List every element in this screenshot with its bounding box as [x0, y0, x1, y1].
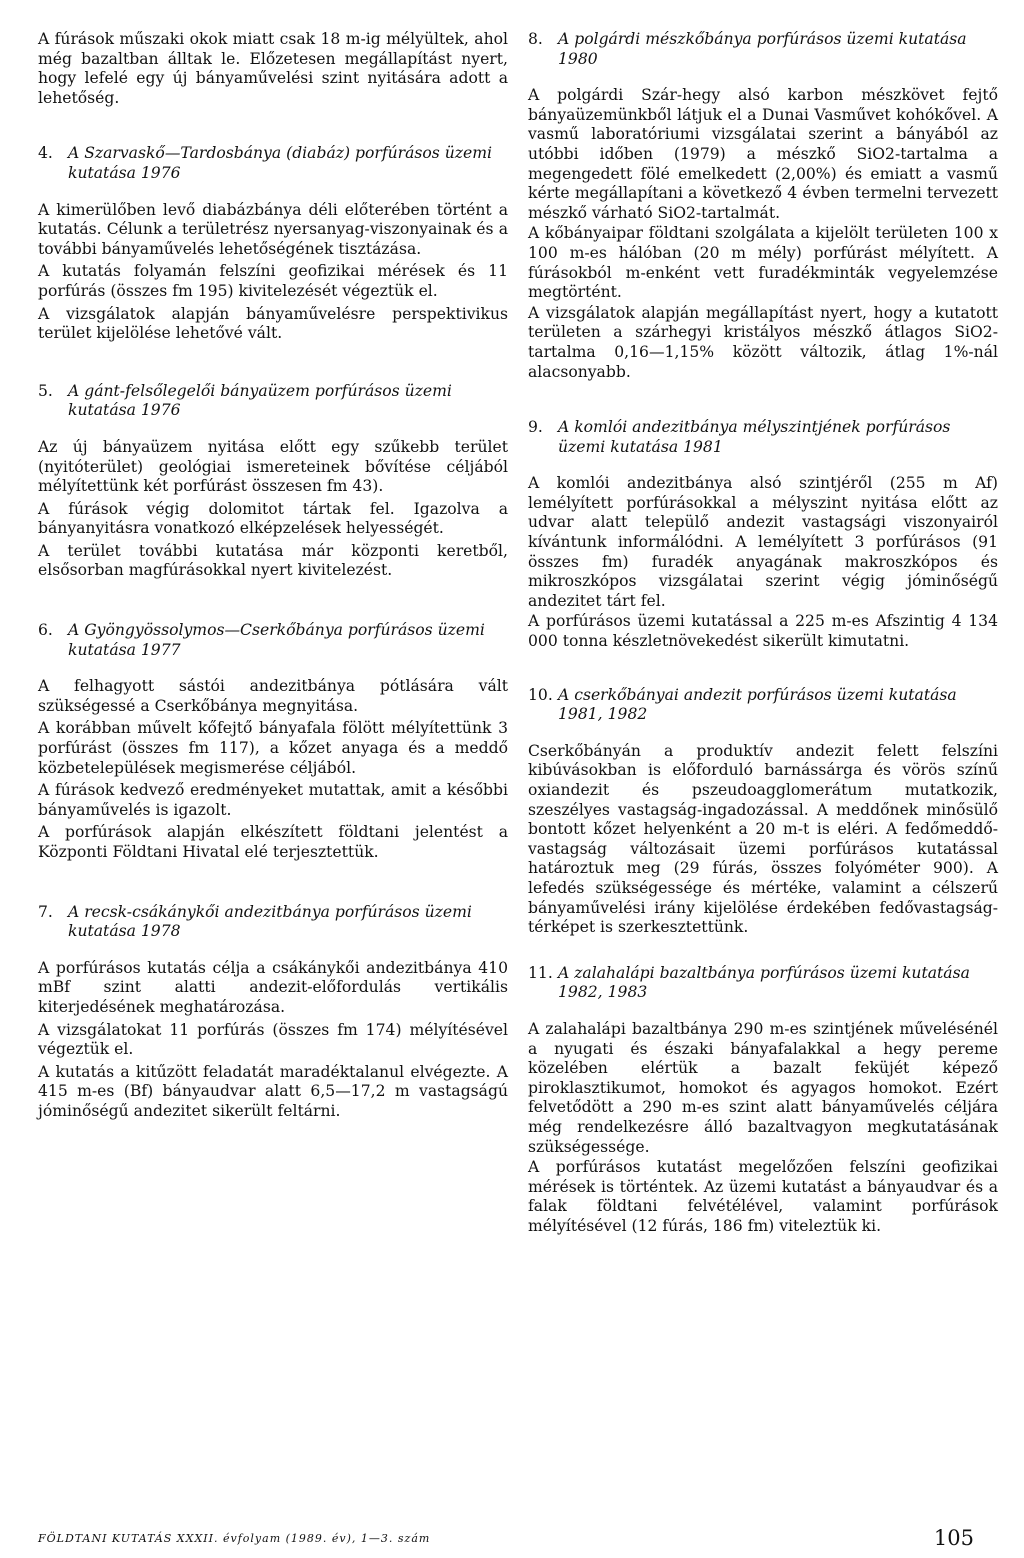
intro-block	[38, 30, 508, 108]
section-number: 9.	[528, 418, 543, 437]
journal-reference: FÖLDTANI KUTATÁS XXXII. évfolyam (1989. év), 1—3. szám	[38, 1532, 431, 1545]
paragraph: A felhagyott sástói andezitbánya pótlására vált szükségessé a Cserkőbánya megnyitása.	[38, 677, 508, 715]
paragraph: A kutatás a kitűzött feladatát maradéktalanul elvégezte. A 415 m-es (Bf) bányaudvar alatt 6,5—17,2 m vastagságú jóminőségű andezitet sikerült feltárni.	[38, 1062, 508, 1120]
paragraph: A vizsgálatok alapján bányaművelésre perspektivikus terület kijelölése lehetővé vált.	[38, 304, 508, 343]
section-heading	[38, 144, 508, 183]
paragraph: A vizsgálatok alapján megállapítást nyert, hogy a kutatott területen a szárhegyi kristályos mészkő átlagos SiO2-tartalma 0,16—1,15% között változik, átlag 1%-nál alacsonyabb.	[528, 303, 998, 381]
paragraph: A kutatás folyamán felszíni geofizikai mérések és 11 porfúrás (összes fm 195) kivitelezését végeztük el.	[38, 262, 508, 300]
section-title: A cserkőbányai andezit porfúrásos üzemi kutatása 1981, 1982	[558, 685, 957, 724]
paragraph: A komlói andezitbánya alsó szintjéről (255 m Af) lemélyített porfúrásokkal a mélyszint nyitása előtt az udvar alatt települő andezit vastagsági viszonyairól kívántunk informálódni. A lemélyített 3 porfúrásos (91 összes fm) furadék anyagának makroszkópos és mikroszkópos vizsgálatai szerint végig jóminőségű andezitet tárt fel.	[528, 474, 998, 610]
left-column	[38, 30, 508, 1122]
section-heading	[38, 903, 508, 942]
section-6	[38, 621, 508, 863]
section-number: 5.	[38, 381, 53, 400]
section-heading	[528, 964, 998, 1003]
paragraph: A zalahalápi bazaltbánya 290 m-es szintjének művelésénél a nyugati és északi bányafalakkal a hegy pereme közelében elértük a bazalt feküjét képező piroklasztikumot, homokot és agyagos homokot. Ezért felvetődött a 290 m-es szint alatt bányaművelés céljára még rendelkezésre álló bazaltvagyon megkutatásának szükségessége.	[528, 1019, 998, 1156]
section-heading	[38, 621, 508, 660]
right-column	[528, 30, 998, 1236]
section-title: A Szarvaskő—Tardosbánya (diabáz) porfúrásos üzemi kutatása 1976	[68, 144, 492, 182]
section-9	[528, 418, 998, 652]
section-heading	[528, 30, 998, 69]
paragraph: A fúrások végig dolomitot tártak fel. Igazolva a bányanyitásra vonatkozó elképzelések helyességét.	[38, 499, 508, 538]
section-title: A recsk-csákánykői andezitbánya porfúrásos üzemi kutatása 1978	[68, 902, 472, 941]
paragraph: A vizsgálatokat 11 porfúrás (összes fm 174) mélyítésével végeztük el.	[38, 1020, 508, 1059]
section-11	[528, 964, 998, 1237]
section-heading	[528, 418, 998, 457]
section-7	[38, 903, 508, 1122]
section-title: A Gyöngyössolymos—Cserkőbánya porfúrásos üzemi kutatása 1977	[68, 621, 485, 659]
section-number: 10.	[528, 685, 553, 704]
paragraph: A porfúrások alapján elkészített földtani jelentést a Központi Földtani Hivatal elé terjesztettük.	[38, 823, 508, 861]
paragraph: A kőbányaipar földtani szolgálata a kijelölt területen 100 x 100 m-es hálóban (20 m mély) porfúrást mélyített. A fúrásokból m-enként vett furadékminták vegyelemzése megtörtént.	[528, 224, 998, 302]
paragraph: Az új bányaüzem nyitása előtt egy szűkebb terület (nyitóterület) geológiai ismereteinek bővítése céljából mélyítettünk két porfúrást összesen fm 43).	[38, 437, 508, 496]
section-number: 7.	[38, 902, 53, 921]
paragraph: A porfúrásos kutatás célja a csákánykői andezitbánya 410 mBf szint alatti andezit-előfordulás vertikális kiterjedésének meghatározása.	[38, 958, 508, 1016]
section-8	[528, 30, 998, 382]
paragraph: A porfúrásos üzemi kutatással a 225 m-es Afszintig 4 134 000 tonna készletnövekedést sikerült kimutatni.	[528, 612, 998, 651]
section-10	[528, 686, 998, 938]
section-title: A komlói andezitbánya mélyszintjének porfúrásos üzemi kutatása 1981	[558, 418, 951, 456]
section-heading	[38, 382, 508, 421]
paragraph: A porfúrásos kutatást megelőzően felszíni geofizikai mérések is történtek. Az üzemi kutatást a bányaudvar és a falak földtani felvétélével, valamint porfúrások mélyítésével (12 fúrás, 186 fm) viteleztük ki.	[528, 1158, 998, 1235]
paragraph: A kimerülőben levő diabázbánya déli előterében történt a kutatás. Célunk a területrész nyersanyag-viszonyainak és a további bányaművelés lehetőségének tisztázása.	[38, 200, 508, 258]
section-4	[38, 144, 508, 343]
section-number: 8.	[528, 30, 543, 48]
section-number: 11.	[528, 963, 553, 982]
section-title: A gánt-felsőlegelői bányaüzem porfúrásos üzemi kutatása 1976	[68, 381, 452, 420]
section-title: A zalahalápi bazaltbánya porfúrásos üzemi kutatása 1982, 1983	[558, 963, 970, 1002]
section-5	[38, 382, 508, 581]
section-title: A polgárdi mészkőbánya porfúrásos üzemi kutatása 1980	[558, 30, 967, 68]
paragraph: A fúrások műszaki okok miatt csak 18 m-ig mélyültek, ahol még bazaltban álltak le. Előzetesen megállapítást nyert, hogy lefelé egy új bányaművelési szint nyitására adott a lehetőség.	[38, 30, 508, 107]
paragraph: A korábban művelt kőfejtő bányafala fölött mélyítettünk 3 porfúrást (összes fm 117), a kőzet anyaga és a meddő közbetelepülések megismerése céljából.	[38, 719, 508, 777]
paragraph: Cserkőbányán a produktív andezit felett felszíni kibúvásokban is előforduló barnássárga és vörös színű oxiandezit és pszeudoagglomerátum mutatkozik, szeszélyes vastagság-ingadozással. A meddőnek minősülő bontott kőzet helyenként a 20 m-t is eléri. A fedőmeddő-vastagság változásait üzemi porfúrásos kutatással határoztuk meg (29 fúrás, összes folyóméter 900). A lefedés szükségessége és mértéke, valamint a célszerű bányaművelési irány kijelölése érdekében fedővastagság-térképet is szerkesztettünk.	[528, 741, 998, 937]
section-number: 6.	[38, 621, 53, 640]
section-number: 4.	[38, 144, 53, 163]
page-number: 105	[933, 1526, 974, 1550]
paragraph: A polgárdi Szár-hegy alsó karbon mészkövet fejtő bányaüzemünkből látjuk el a Dunai Vasművet kohókővel. A vasmű laboratóriumi vizsgálatai szerint a bányából az utóbbi időben (1979) a mészkő SiO2-tartalma a megengedett fölé emelkedett (2,00%) és emiatt a vasmű kérte megállapítani a következő 4 évben termelni tervezett mészkő várható SiO2-tartalmát.	[528, 86, 998, 222]
section-heading	[528, 686, 998, 725]
paragraph: A fúrások kedvező eredményeket mutattak, amit a későbbi bányaművelés is igazolt.	[38, 781, 508, 819]
page-footer	[38, 1526, 986, 1550]
paragraph: A terület további kutatása már központi keretből, elsősorban magfúrásokkal nyert kivitelezést.	[38, 541, 508, 580]
